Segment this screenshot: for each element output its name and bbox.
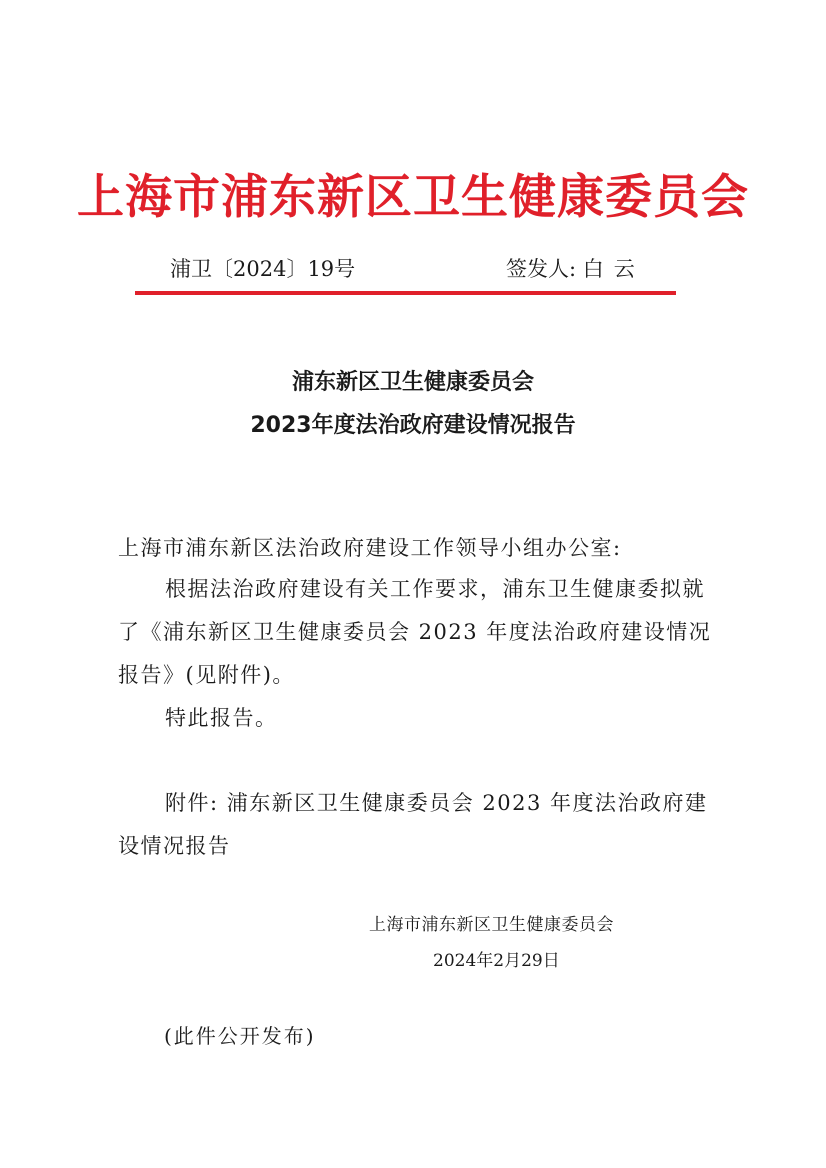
signer (506, 253, 645, 283)
attachment-line: 设情况报告 (118, 834, 231, 858)
attachment-line: 附件: 浦东新区卫生健康委员会 2023 年度法治政府建 (165, 791, 708, 815)
closing-statement: 特此报告。 (165, 706, 278, 730)
addressee: 上海市浦东新区法治政府建设工作领导小组办公室: (118, 536, 622, 560)
signer-name: 白云 (582, 257, 645, 281)
issuing-organization-header: 上海市浦东新区卫生健康委员会 (77, 170, 749, 225)
document-title-line-2: 2023年度法治政府建设情况报告 (250, 413, 576, 438)
signature-date: 2024年2月29日 (433, 951, 560, 971)
publication-note: (此件公开发布) (164, 1024, 316, 1048)
red-header-rule (135, 291, 676, 295)
signer-label: 签发人: (506, 257, 577, 281)
body-paragraph-line: 根据法治政府建设有关工作要求，浦东卫生健康委拟就 (165, 577, 705, 601)
document-title-line-1: 浦东新区卫生健康委员会 (291, 370, 534, 395)
body-paragraph-line: 了《浦东新区卫生健康委员会 2023 年度法治政府建设情况 (118, 620, 712, 644)
document-number: 浦卫〔2024〕19号 (170, 257, 356, 281)
signature-organization: 上海市浦东新区卫生健康委员会 (369, 915, 614, 935)
body-paragraph-line: 报告》(见附件)。 (118, 663, 295, 687)
